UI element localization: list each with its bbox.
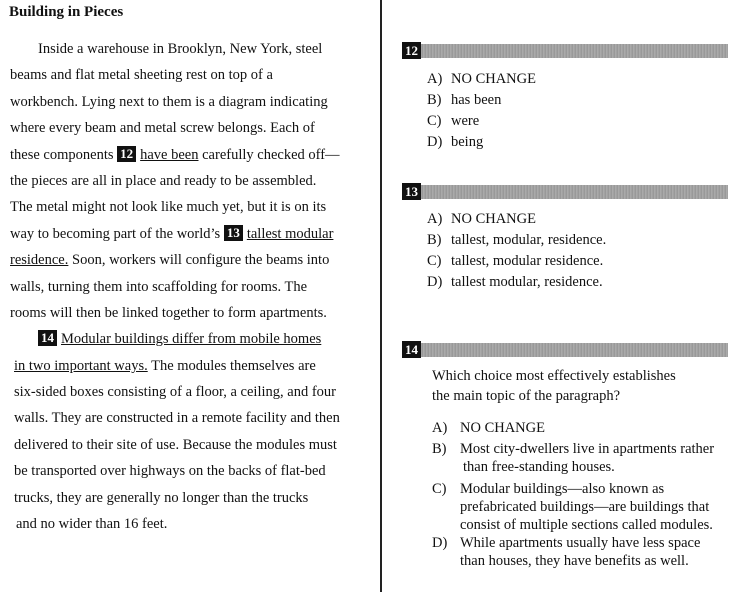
underlined-portion-13: tallest modular [246, 225, 334, 242]
underlined-portion-12: have been [140, 146, 199, 163]
option-text-line: Most city-dwellers live in apartments rather [460, 441, 715, 457]
passage-line: where every beam and metal screw belongs. Each of [10, 120, 315, 137]
question-stem-14 [432, 366, 676, 406]
passage-line: The metal might not look like much yet, but it is on its [10, 199, 327, 216]
option-letter: A) [427, 211, 443, 227]
answer-option-13b[interactable] [427, 231, 606, 249]
passage-line: delivered to their site of use. Because the modules must [14, 436, 337, 453]
passage-line: and no wider than 16 feet. [16, 516, 168, 533]
answer-option-13d[interactable] [427, 273, 603, 291]
option-text [460, 480, 740, 534]
option-letter: C) [427, 113, 442, 129]
header-bar [402, 185, 728, 199]
option-text: were [451, 113, 480, 129]
option-text-line: NO CHANGE [460, 420, 545, 436]
option-letter: B) [427, 92, 442, 108]
line-text: Soon, workers will configure the beams into [68, 252, 330, 269]
header-bar [402, 343, 728, 357]
option-letter: C) [427, 253, 442, 269]
option-letter: D) [432, 535, 448, 551]
stem-line: Which choice most effectively establishes [432, 368, 676, 384]
column-divider [380, 0, 382, 592]
question-header-12 [402, 42, 728, 59]
header-bar [402, 44, 728, 58]
underlined-portion-14: in two important ways. [14, 357, 148, 374]
option-letter: C) [432, 481, 447, 497]
line-text: these components [10, 146, 118, 163]
answer-option-12a[interactable] [427, 70, 536, 88]
passage-line: six-sided boxes consisting of a floor, a ceiling, and four [14, 384, 336, 401]
question-marker-14[interactable]: 14 [38, 330, 57, 346]
passage-line: rooms will then be linked together to form apartments. [10, 304, 327, 321]
option-text-line: than houses, they have benefits as well. [460, 553, 689, 569]
answer-option-12c[interactable] [427, 112, 479, 130]
passage-line: walls. They are constructed in a remote facility and then [14, 410, 340, 427]
underlined-portion-13: residence. [10, 252, 69, 269]
answer-option-13c[interactable] [427, 252, 603, 270]
line-text: carefully checked off— [198, 146, 340, 163]
passage-line [10, 353, 370, 379]
answer-option-12b[interactable] [427, 91, 501, 109]
option-text [460, 534, 740, 570]
option-text-line: prefabricated buildings—are buildings that [460, 499, 710, 515]
passage-line: trucks, they are generally no longer than the trucks [14, 489, 309, 506]
option-text [460, 440, 740, 476]
option-letter: B) [427, 232, 442, 248]
option-text-line: While apartments usually have less space [460, 535, 701, 551]
question-number: 14 [402, 341, 421, 358]
line-text: way to becoming part of the world’s [10, 225, 224, 242]
passage-line: the pieces are all in place and ready to be assembled. [10, 172, 317, 189]
option-letter: D) [427, 134, 443, 150]
passage-line [10, 142, 370, 168]
option-letter: A) [432, 420, 448, 436]
option-text: NO CHANGE [451, 71, 536, 87]
answer-option-13a[interactable] [427, 210, 536, 228]
option-text-line: consist of multiple sections called modules. [460, 517, 713, 533]
passage-text [10, 36, 370, 537]
question-header-14 [402, 341, 728, 358]
option-letter: D) [427, 274, 443, 290]
question-header-13 [402, 183, 728, 200]
option-letter: A) [427, 71, 443, 87]
option-text: being [451, 134, 484, 150]
passage-line [10, 221, 370, 247]
passage-title: Building in Pieces [9, 4, 124, 20]
passage-line: beams and flat metal sheeting rest on top of a [10, 67, 273, 84]
question-number: 12 [402, 42, 421, 59]
question-marker-13[interactable]: 13 [224, 225, 243, 241]
passage-line: Inside a warehouse in Brooklyn, New York, steel [38, 41, 323, 57]
option-text: has been [451, 92, 502, 108]
line-text: The modules themselves are [147, 357, 316, 374]
option-text [460, 419, 740, 437]
stem-line: the main topic of the paragraph? [432, 388, 621, 404]
question-marker-12[interactable]: 12 [117, 146, 136, 162]
option-letter: B) [432, 441, 447, 457]
passage-line: be transported over highways on the backs of flat-bed [14, 463, 326, 480]
option-text: tallest, modular residence. [451, 253, 604, 269]
question-number: 13 [402, 183, 421, 200]
answer-option-12d[interactable] [427, 133, 483, 151]
option-text: tallest modular, residence. [451, 274, 603, 290]
passage-line [10, 326, 370, 352]
passage-line: walls, turning them into scaffolding for rooms. The [10, 278, 308, 295]
option-text: NO CHANGE [451, 211, 536, 227]
option-text-line: Modular buildings—also known as [460, 481, 665, 497]
passage-line: workbench. Lying next to them is a diagram indicating [10, 93, 328, 110]
passage-line [10, 247, 370, 273]
underlined-portion-14: Modular buildings differ from mobile homes [61, 331, 322, 348]
option-text-line: than free-standing houses. [463, 459, 615, 475]
option-text: tallest, modular, residence. [451, 232, 607, 248]
